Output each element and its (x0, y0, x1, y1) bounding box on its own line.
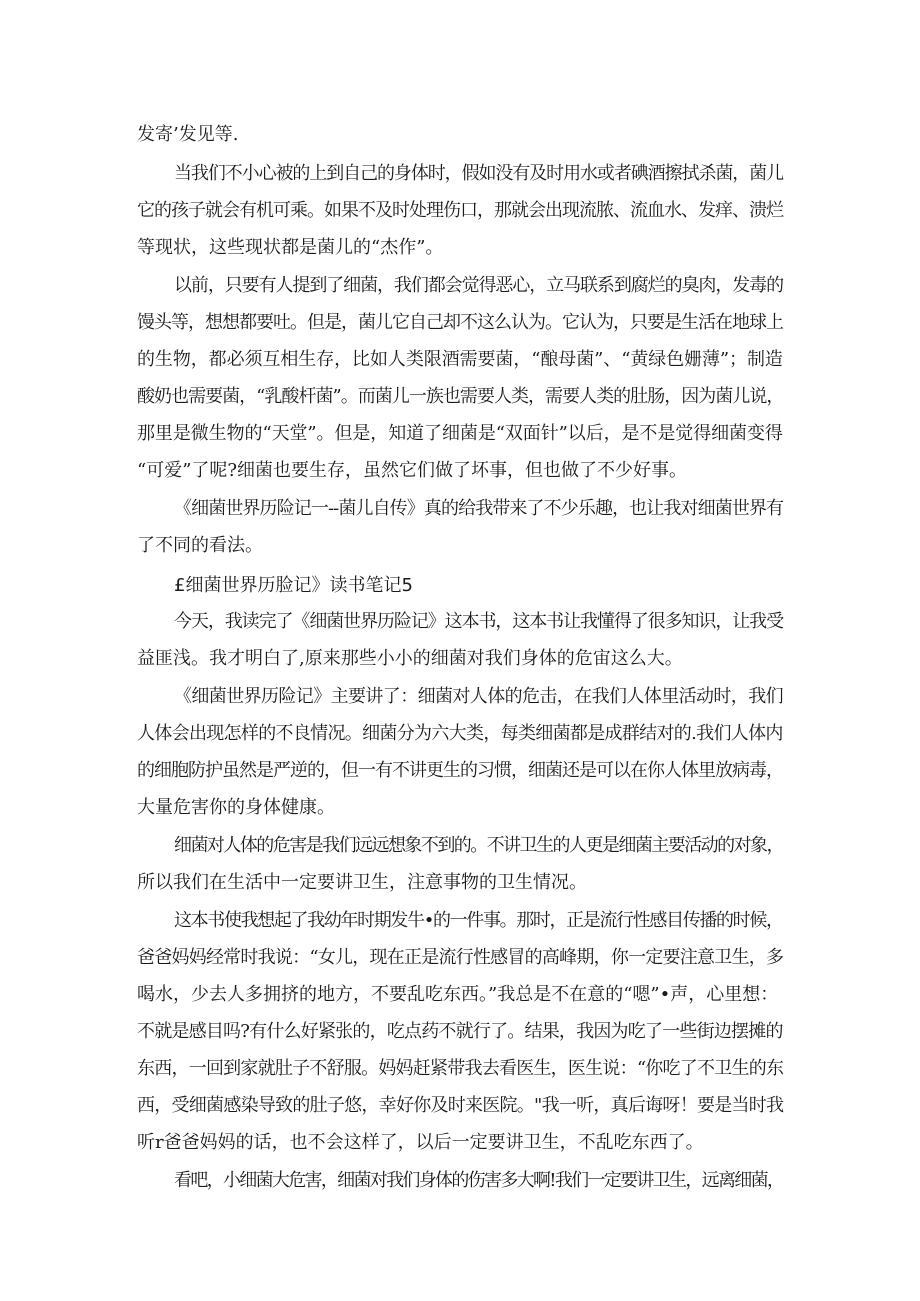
text-line: 的生物，都必须互相生存，比如人类限酒需要菌，“酿母菌”、“黄绿色姗薄”；制造 (137, 349, 783, 370)
text-line: 馒头等，想想都要吐。但是，菌儿它自己却不这么认为。它认为，只要是生活在地球上 (137, 312, 783, 333)
text-line: 那里是微生物的“天堂”。但是，知道了细菌是“双面针”以后，是不是觉得细菌变得 (137, 423, 783, 444)
text-line: 发寄’发见等. (137, 124, 239, 145)
text-line: 东西，一回到家就肚子不舒服。妈妈赶紧带我去看医生，医生说：“你吃了不卫生的东 (137, 1058, 784, 1079)
text-line: 这本书使我想起了我幼年时期发牛•的一件事。那时，正是流行性感目传播的时候， (174, 910, 783, 931)
text-line: 听r爸爸妈妈的话，也不会这样了，以后一定要讲卫生，不乱吃东西了。 (137, 1132, 704, 1153)
text-line: 以前，只要有人提到了细菌，我们都会觉得恶心，立马联系到腐烂的臭肉，发毒的 (174, 275, 784, 296)
text-line: 今天，我读完了《细菌世界历险记》这本书，这本书让我懂得了很多知识，让我受 (174, 611, 784, 632)
section-heading: £细菌世界历脸记》读书笔记5 (174, 575, 413, 596)
text-line: 人体会出现怎样的不良情况。细菌分为六大类，每类细菌都是成群结对的.我们人体内 (137, 723, 783, 744)
text-line: 《细菌世界历险记》主要讲了：细菌对人体的危击，在我们人体里活动时，我们 (174, 686, 783, 707)
text-line: 等现状，这些现状都是菌儿的“杰作”。 (137, 237, 444, 258)
text-line: 大量危害你的身体健康。 (137, 797, 335, 818)
text-line: 看吧，小细菌大危害，细菌对我们身体的伤害多大啊!我们一定要讲卫生，远离细菌， (174, 1170, 784, 1191)
text-line: 了不同的看法。 (137, 535, 263, 556)
text-line: 它的孩子就会有机可乘。如果不及时处理伤口，那就会出现流脓、流血水、发痒、溃烂 (137, 200, 783, 221)
text-line: “可爱”了呢?细菌也要生存，虽然它们做了坏事，但也做了不少好事。 (137, 460, 688, 481)
text-line: 的细胞防护虽然是严逆的，但一有不讲更生的习惯，细菌还是可以在你人体里放病毒， (137, 760, 783, 781)
text-line: 当我们不小心被的上到自己的身体时，假如没有及时用水或者碘酒擦拭杀菌，菌儿 (174, 163, 784, 184)
text-line: 喝水，少去人多拥挤的地方，不要乱吃东西。”我总是不在意的“嗯”•声，心里想： (137, 984, 779, 1005)
text-line: 益匪浅。我才明白了,原来那些小小的细菌对我们身体的危宙这么大。 (137, 648, 683, 669)
text-line: 爸爸妈妈经常时我说：“女儿，现在正是流行性感冒的高峰期，你一定要注意卫生，多 (137, 947, 784, 968)
text-line: 细菌对人体的危害是我们远远想象不到的。不讲卫生的人更是细菌主要活动的对象， (174, 835, 783, 856)
text-line: 不就是感目吗?有什么好紧张的，吃点药不就行了。结果，我因为吃了一些街边摆摊的 (137, 1021, 783, 1042)
text-line: 所以我们在生活中一定要讲卫生，注意事物的卫生情况。 (137, 872, 587, 893)
text-line: 西，受细菌感染导致的肚子悠，幸好你及时来医院。"我一听，真后诲呀！要是当时我 (137, 1095, 784, 1116)
text-line: 《细菌世界历险记一--菌儿自传》真的给我带来了不少乐趣，也让我对细菌世界有 (174, 498, 784, 519)
text-line: 酸奶也需要菌，“乳酸杆菌”。而菌儿一族也需要人类，需要人类的肚肠，因为菌儿说， (137, 386, 784, 407)
